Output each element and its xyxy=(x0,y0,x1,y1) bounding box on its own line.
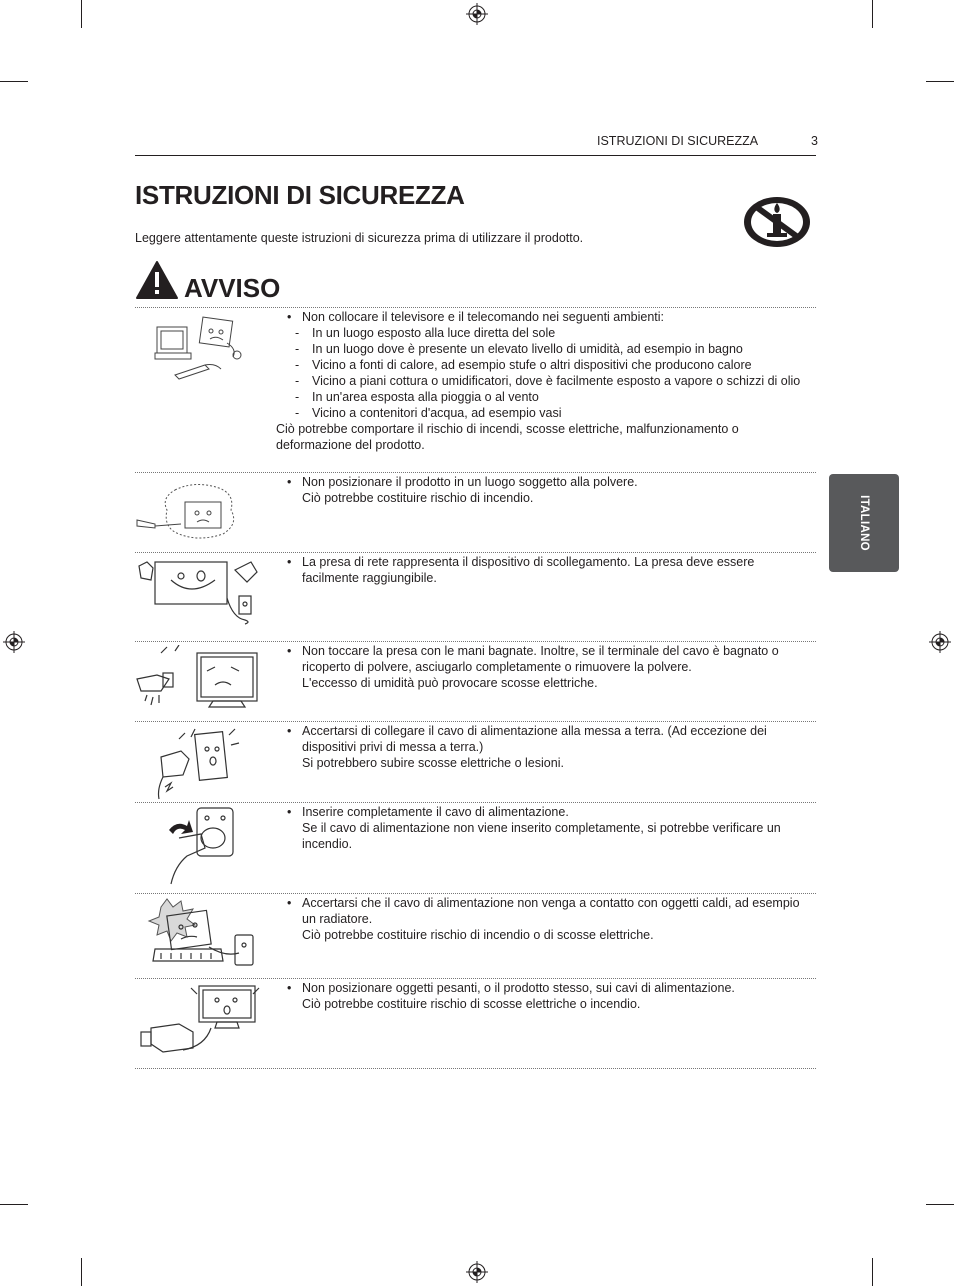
warning-row xyxy=(135,309,816,471)
tv-plug-illustration xyxy=(135,558,267,630)
no-candle-icon xyxy=(741,194,813,250)
wet-hands-illustration xyxy=(135,645,267,719)
row-separator xyxy=(135,1068,816,1069)
crop-mark xyxy=(926,1204,954,1205)
warning-text xyxy=(287,474,807,506)
page-title: ISTRUZIONI DI SICUREZZA xyxy=(135,180,465,210)
sub-item: - In un luogo dove è presente un elevato livello di umidità, ad esempio in bagno xyxy=(287,341,807,357)
bullet-text: • Non posizionare oggetti pesanti, o il prodotto stesso, sui cavi di alimentazione. xyxy=(287,980,807,996)
row-separator xyxy=(135,978,816,979)
language-tab-label: ITALIANO xyxy=(858,495,870,551)
bullet-text: • Non posizionare il prodotto in un luogo soggetto alla polvere. xyxy=(287,474,807,490)
consequence-note: Ciò potrebbe costituire rischio di incendio. xyxy=(302,491,534,505)
sub-item: - In un'area esposta alla pioggia o al vento xyxy=(287,389,807,405)
consequence-note: Si potrebbero subire scosse elettriche o lesioni. xyxy=(302,756,564,770)
warning-text xyxy=(287,643,807,691)
row-separator xyxy=(135,893,816,894)
registration-mark-icon xyxy=(466,1261,488,1283)
warning-row xyxy=(135,643,816,720)
consequence-note: L'eccesso di umidità può provocare scosse elettriche. xyxy=(302,676,598,690)
warning-text xyxy=(287,554,807,586)
bullet-text: • Accertarsi che il cavo di alimentazione non venga a contatto con oggetti caldi, ad esempio un radiatore. xyxy=(287,895,807,927)
warning-row xyxy=(135,980,816,1066)
intro-text: Leggere attentamente queste istruzioni di sicurezza prima di utilizzare il prodotto. xyxy=(135,231,584,245)
warning-text xyxy=(287,804,807,852)
crop-mark xyxy=(0,81,28,82)
consequence-note: Ciò potrebbe costituire rischio di scosse elettriche o incendio. xyxy=(302,997,641,1011)
sub-item: - Vicino a fonti di calore, ad esempio stufe o altri dispositivi che producono calore xyxy=(287,357,807,373)
warning-row xyxy=(135,554,816,640)
hot-object-illustration xyxy=(135,897,267,977)
language-tab xyxy=(829,474,899,572)
tv-remote-environment-illustration xyxy=(135,313,267,385)
consequence-note: Ciò potrebbe comportare il rischio di incendi, scosse elettriche, malfunzionamento o deformazione del prodotto. xyxy=(276,422,739,452)
consequence-note: Se il cavo di alimentazione non viene inserito completamente, si potrebbe verificare un incendio. xyxy=(302,821,781,851)
row-separator xyxy=(135,802,816,803)
consequence-note: Ciò potrebbe costituire rischio di incendio o di scosse elettriche. xyxy=(302,928,654,942)
row-separator xyxy=(135,472,816,473)
warning-text xyxy=(287,980,807,1012)
heavy-object-cable-illustration xyxy=(135,980,267,1062)
registration-mark-icon xyxy=(929,631,951,653)
header-section-title: ISTRUZIONI DI SICUREZZA xyxy=(597,134,759,148)
bullet-text: • Non toccare la presa con le mani bagnate. Inoltre, se il terminale del cavo è bagnato o ricoperto di polvere, asciugarlo completamente o rimuovere la polvere. xyxy=(287,643,807,675)
bullet-text: • Inserire completamente il cavo di alimentazione. xyxy=(287,804,807,820)
crop-mark xyxy=(0,1204,28,1205)
dusty-tv-illustration xyxy=(135,480,267,544)
warning-text xyxy=(276,309,807,453)
bullet-text: • Accertarsi di collegare il cavo di alimentazione alla messa a terra. (Ad eccezione dei dispositivi privi di messa a terra.) xyxy=(287,723,807,755)
crop-mark xyxy=(872,1258,873,1286)
bullet-text: • Non collocare il televisore e il telecomando nei seguenti ambienti: xyxy=(287,309,807,325)
crop-mark xyxy=(81,0,82,28)
grounded-plug-illustration xyxy=(135,725,267,801)
warning-triangle-icon xyxy=(135,260,179,300)
sub-item: - Vicino a contenitori d'acqua, ad esempio vasi xyxy=(287,405,807,421)
crop-mark xyxy=(81,1258,82,1286)
warning-label: AVVISO xyxy=(184,273,281,303)
registration-mark-icon xyxy=(3,631,25,653)
warning-row xyxy=(135,723,816,801)
insert-plug-illustration xyxy=(135,804,267,888)
warning-row xyxy=(135,474,816,551)
sub-item: - In un luogo esposto alla luce diretta del sole xyxy=(287,325,807,341)
crop-mark xyxy=(926,81,954,82)
warning-row xyxy=(135,895,816,977)
page-number: 3 xyxy=(811,134,818,148)
row-separator xyxy=(135,552,816,553)
crop-mark xyxy=(872,0,873,28)
warning-text xyxy=(287,723,807,771)
registration-mark-icon xyxy=(466,3,488,25)
row-separator xyxy=(135,721,816,722)
warning-row xyxy=(135,804,816,892)
row-separator xyxy=(135,307,816,308)
warning-text xyxy=(287,895,807,943)
bullet-text: • La presa di rete rappresenta il dispositivo di scollegamento. La presa deve essere facilmente raggiungibile. xyxy=(287,554,807,586)
row-separator xyxy=(135,641,816,642)
sub-item: - Vicino a piani cottura o umidificatori, dove è facilmente esposto a vapore o schizzi di olio xyxy=(287,373,807,389)
header-rule xyxy=(135,155,816,156)
